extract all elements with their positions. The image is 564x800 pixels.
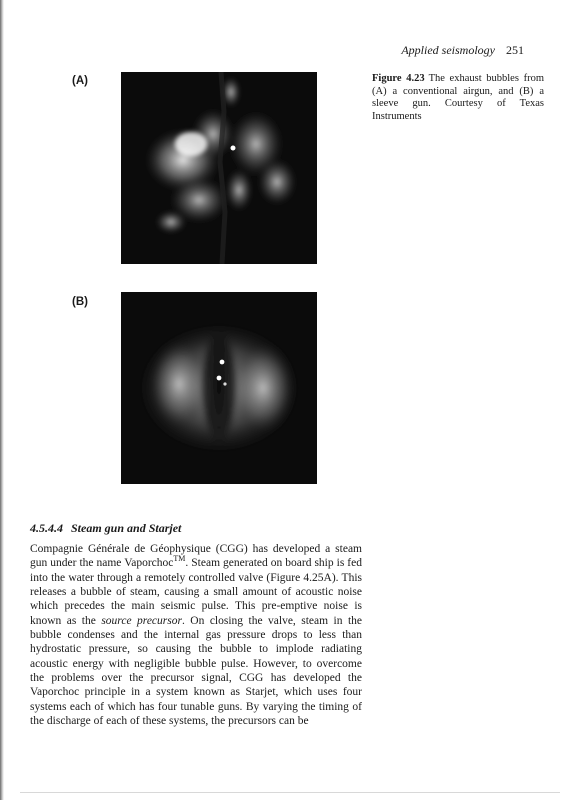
trademark-sup: TM [173, 554, 186, 564]
airgun-bubble-photo [121, 72, 317, 264]
section-number: 4.5.4.4 [30, 521, 63, 535]
panel-a-label: (A) [72, 75, 88, 87]
page-number: 251 [506, 43, 524, 57]
running-head-title: Applied seismology [401, 43, 495, 57]
body-text-start: Compagnie Générale de Géophysique (CGG) has developed a steam gun under the name Vaporchoc [30, 543, 362, 570]
section-title: Steam gun and Starjet [71, 521, 182, 535]
airgun-bubble-image [121, 72, 317, 264]
body-paragraph [30, 542, 362, 728]
page-edge-shadow [0, 0, 4, 800]
sleeve-gun-bubble-photo [121, 292, 317, 484]
body-text-middle: . Steam generated on board ship is fed into the water through a remotely controlled valve (Figure 4.25A). This releases a bubble of steam, causing a small amount of acoustic noise which precedes the main seismic pulse. This pre-emptive noise is known as the [30, 557, 362, 627]
sleeve-gun-bubble-image [121, 292, 317, 484]
paragraph [30, 542, 362, 728]
running-head [401, 43, 524, 58]
panel-b-label: (B) [72, 296, 88, 308]
body-text-end: . On closing the valve, steam in the bubble condenses and the internal gas pressure drops to less than hydrostatic pressure, so causing the bubble to implode radiating acoustic energy with negligible bubble pulse. However, to overcome the problems over the precursor signal, CGG has developed the Vaporchoc principle in a system known as Starjet, which uses four systems each of which has four tunable guns. By varying the timing of the discharge of each of these systems, the precursors can be [30, 614, 363, 728]
bottom-rule [20, 792, 560, 793]
caption-text: The exhaust bubbles from (A) a conventional airgun, and (B) a sleeve gun. Courtesy of Texas Instruments [372, 73, 544, 122]
figure-caption [372, 73, 544, 123]
section-heading [30, 521, 181, 536]
italic-term: source precursor [101, 614, 182, 627]
figure-number: Figure 4.23 [372, 73, 425, 84]
